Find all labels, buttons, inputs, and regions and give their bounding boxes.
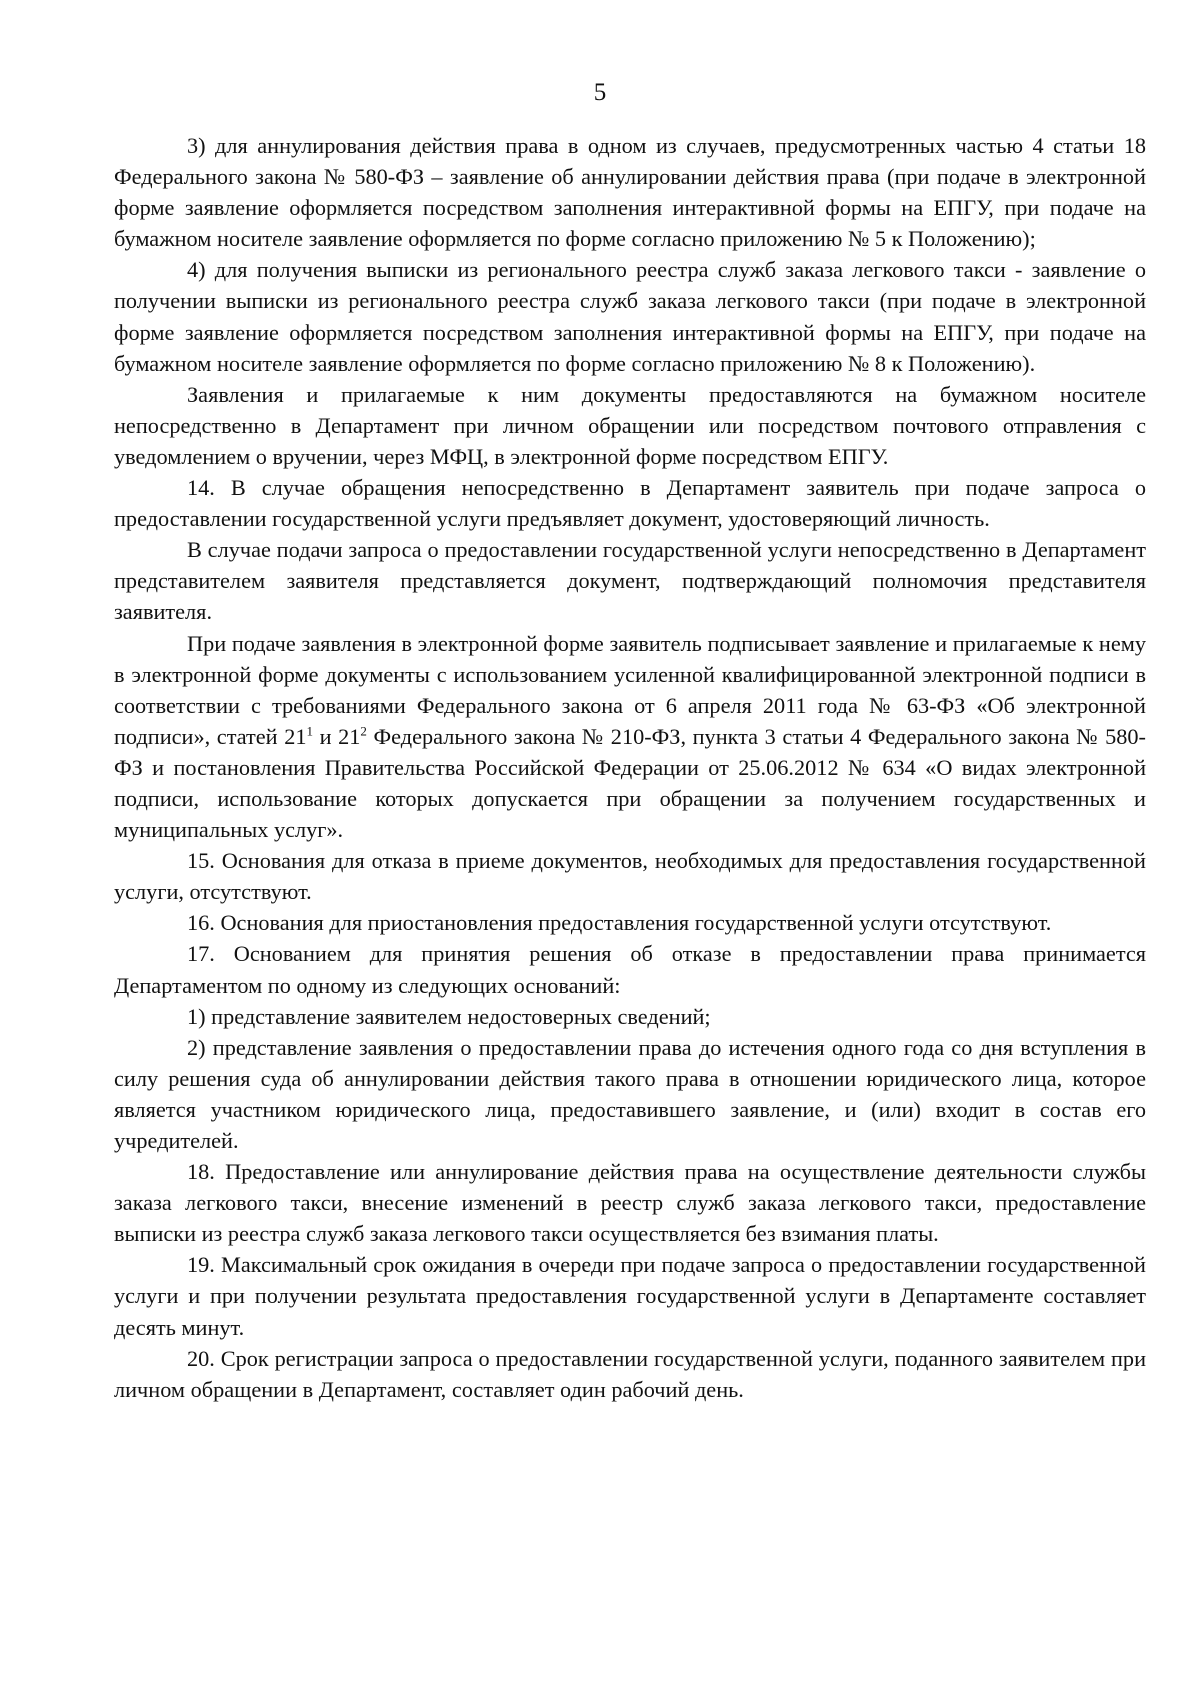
document-body (114, 130, 1146, 1405)
superscript-1: 1 (306, 723, 313, 739)
paragraph-item-4-extract: 4) для получения выписки из регионального реестра служб заказа легкового такси - заявление о получении выписки из регионального реестра служб заказа легкового такси (при подаче в электронной форме заявление оформляется посредством заполнения интерактивной формы на ЕПГУ, при подаче на бумажном носителе заявление оформляется по форме согласно приложению № 8 к Положению). (114, 257, 1146, 376)
paragraph-submission-methods: Заявления и прилагаемые к ним документы предоставляются на бумажном носителе непосредственно в Департамент при личном обращении или посредством почтового отправления с уведомлением о вручении, через МФЦ, в электронной форме посредством ЕПГУ. (114, 381, 1146, 469)
signature-text-part-2: и 21 (313, 723, 361, 749)
paragraph-16: 16. Основания для приостановления предоставления государственной услуги отсутствуют. (187, 910, 1052, 936)
paragraph-17: 17. Основанием для принятия решения об отказе в предоставлении права принимается Департаментом по одному из следующих оснований: (114, 941, 1146, 998)
paragraph-14-representative: В случае подачи запроса о предоставлении государственной услуги непосредственно в Департамент представителем заявителя представляется документ, подтверждающий полномочия представителя заявителя. (114, 537, 1146, 625)
paragraph-19: 19. Максимальный срок ожидания в очереди при подаче запроса о предоставлении государственной услуги и при получении результата предоставления государственной услуги в Департаменте составляет десять минут. (114, 1252, 1146, 1340)
paragraph-17-item-2: 2) представление заявления о предоставлении права до истечения одного года со дня вступления в силу решения суда об аннулировании действия такого права в отношении юридического лица, которое является участником юридического лица, предоставившего заявление, и (или) входит в состав его учредителей. (114, 1034, 1146, 1153)
paragraph-item-3-annulment: 3) для аннулирования действия права в одном из случаев, предусмотренных частью 4 статьи 18 Федерального закона № 580-ФЗ – заявление об аннулировании действия права (при подаче в электронной форме заявление оформляется посредством заполнения интерактивной формы на ЕПГУ, при подаче на бумажном носителе заявление оформляется по форме согласно приложению № 5 к Положению); (114, 133, 1146, 252)
paragraph-17-item-1: 1) представление заявителем недостоверных сведений; (187, 1003, 711, 1029)
paragraph-15: 15. Основания для отказа в приеме документов, необходимых для предоставления государственной услуги, отсутствуют. (114, 848, 1146, 905)
signature-text-part-3: Федерального закона № 210-ФЗ, пункта 3 статьи 4 Федерального закона № 580-ФЗ и постановления Правительства Российской Федерации от 25.06.2012 № 634 «О видах электронной подписи, использование которых допускается при обращении за получением государственных и муниципальных услуг». (114, 723, 1146, 843)
paragraph-18: 18. Предоставление или аннулирование действия права на осуществление деятельности службы заказа легкового такси, внесение изменений в реестр служб заказа легкового такси, предоставление выписки из реестра служб заказа легкового такси осуществляется без взимания платы. (114, 1159, 1146, 1247)
paragraph-14-electronic-signature (114, 628, 1146, 846)
paragraph-14: 14. В случае обращения непосредственно в Департамент заявитель при подаче запроса о предоставлении государственной услуги предъявляет документ, удостоверяющий личность. (114, 475, 1146, 532)
superscript-2: 2 (360, 723, 367, 739)
page-number: 5 (593, 79, 607, 106)
signature-text-part-1: При подаче заявления в электронной форме заявитель подписывает заявление и прилагаемые к нему в электронной форме документы с использованием усиленной квалифицированной электронной подписи в соответствии с требованиями Федерального закона от 6 апреля 2011 года № 63-ФЗ «Об электронной подписи», статей 21 (114, 630, 1146, 749)
paragraph-20: 20. Срок регистрации запроса о предоставлении государственной услуги, поданного заявителем при личном обращении в Департамент, составляет один рабочий день. (114, 1345, 1146, 1402)
